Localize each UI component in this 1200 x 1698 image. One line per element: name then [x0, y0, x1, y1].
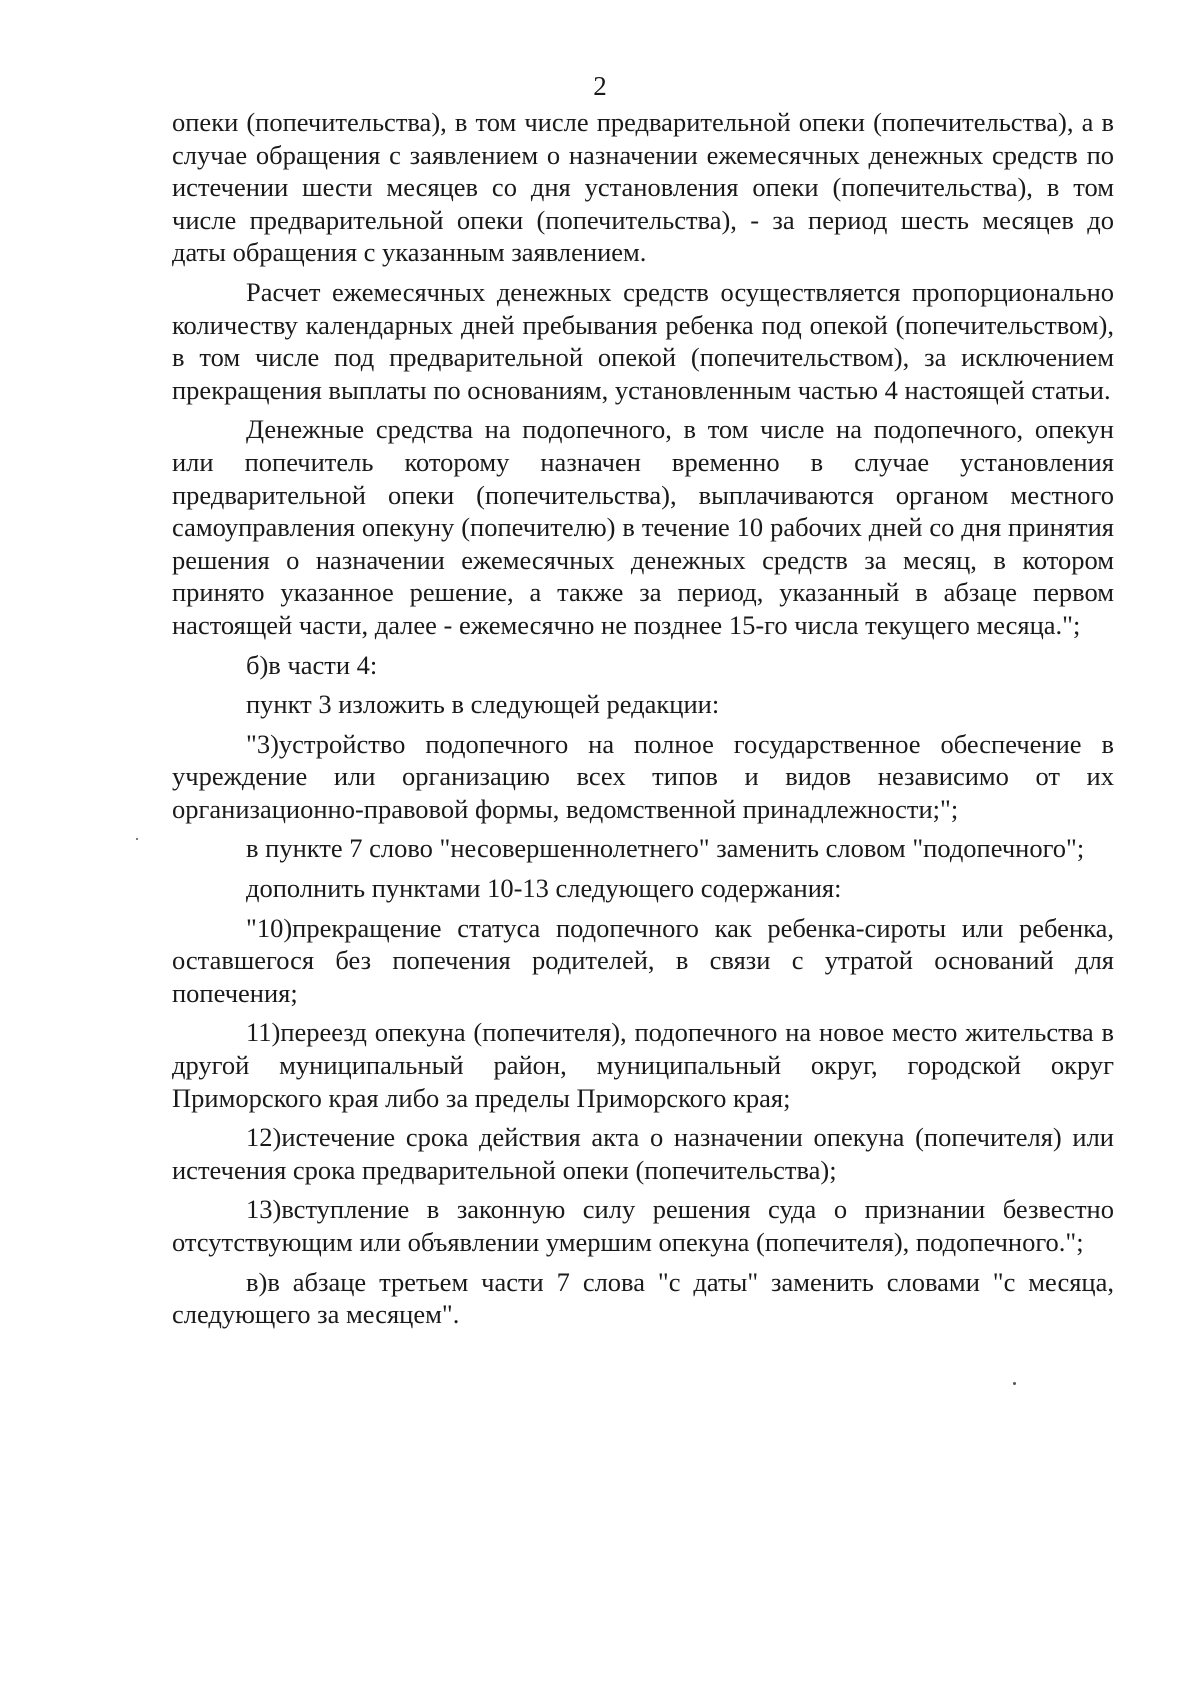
document-body	[172, 106, 1114, 1338]
scan-speck	[136, 838, 138, 840]
paragraph-amendment-b: б)в части 4:	[246, 649, 378, 680]
paragraph-continuation: опеки (попечительства), в том числе предварительной опеки (попечительства), а в случае обращения с заявлением о назначении ежемесячных денежных средств по истечении шести месяцев со дня установления опеки (попечительства), в том числе предварительной опеки (попечительства), - за период шесть месяцев до даты обращения с указанным заявлением.	[172, 107, 1114, 268]
paragraph-item-13: 13)вступление в законную силу решения суда о признании безвестно отсутствующим или объявлении умершим опекуна (попечителя), подопечного.";	[172, 1194, 1114, 1257]
paragraph-item-12: 12)истечение срока действия акта о назначении опекуна (попечителя) или истечения срока предварительной опеки (попечительства);	[172, 1122, 1114, 1185]
scan-speck	[1013, 1382, 1016, 1385]
page-number: 2	[593, 71, 607, 101]
paragraph-payment: Денежные средства на подопечного, в том числе на подопечного, опекун или попечитель которому назначен временно в случае установления предварительной опеки (попечительства), выплачиваются органом местного самоуправления опекуну (попечителю) в течение 10 рабочих дней со дня принятия решения о назначении ежемесячных денежных средств за месяц, в котором принято указанное решение, а также за период, указанный в абзаце первом настоящей части, далее - ежемесячно не позднее 15-го числа текущего месяца.";	[172, 414, 1114, 640]
paragraph-item-3-intro: пункт 3 изложить в следующей редакции:	[246, 689, 720, 720]
paragraph-item-10: "10)прекращение статуса подопечного как ребенка-сироты или ребенка, оставшегося без попечения родителей, в связи с утратой оснований для попечения;	[172, 912, 1114, 1008]
paragraph-item-3: "3)устройство подопечного на полное государственное обеспечение в учреждение или организацию всех типов и видов независимо от их организационно-правовой формы, ведомственной принадлежности;";	[172, 728, 1114, 824]
paragraph-calculation: Расчет ежемесячных денежных средств осуществляется пропорционально количеству календарных дней пребывания ребенка под опекой (попечительством), в том числе под предварительной опекой (попечительством), за исключением прекращения выплаты по основаниям, установленным частью 4 настоящей статьи.	[172, 276, 1114, 405]
paragraph-item-11: 11)переезд опекуна (попечителя), подопечного на новое место жительства в другой муниципальный район, муниципальный округ, городской округ Приморского края либо за пределы Приморского края;	[172, 1017, 1114, 1113]
paragraph-amendment-v: в)в абзаце третьем части 7 слова "с даты" заменить словами "с месяца, следующего за месяцем".	[172, 1266, 1114, 1330]
paragraph-items-10-13-intro: дополнить пунктами 10-13 следующего содержания:	[246, 873, 842, 904]
paragraph-item-7: в пункте 7 слово "несовершеннолетнего" заменить словом "подопечного";	[246, 833, 1085, 864]
